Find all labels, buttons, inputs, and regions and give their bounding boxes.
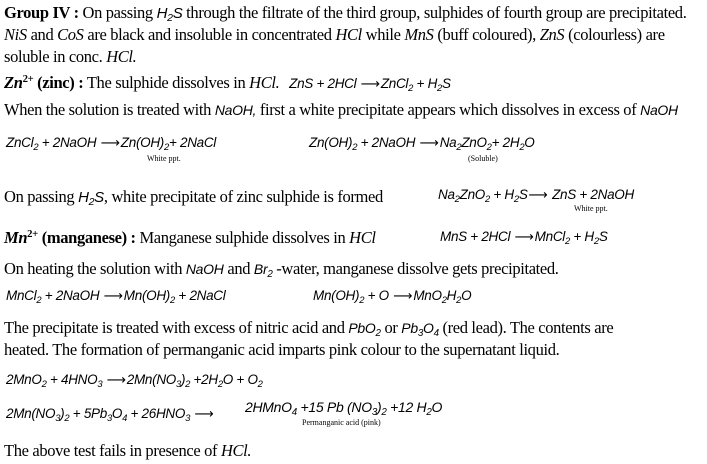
- formula-h2s: $H_2S$: [156, 5, 183, 24]
- zinc-h2s-line: On passing $H_2S$, white precipitate of zinc sulphide is formed: [4, 187, 383, 208]
- zinc-equation-3: $Zn(OH)_2$ + 2NaOH $⟶Na_2ZnO_2+ 2H_2O$: [309, 135, 535, 153]
- manganese-heading-line: $Mn^{2+}$ (manganese) : Manganese sulphide dissolves in HCl: [4, 228, 376, 247]
- zinc-heading: $Zn^{2+}$ (zinc) :: [4, 73, 84, 92]
- reaction-arrow-icon: ⟶: [106, 372, 126, 387]
- zinc-equation-1: ZnS + 2HCl ⟶ZnCl$_2$ + $H_2S$: [289, 76, 451, 94]
- manganese-precip-line-2: heated. The formation of permanganic acid imparts pink colour to the supernatant liquid.: [4, 340, 560, 359]
- reaction-arrow-icon: ⟶: [360, 76, 380, 91]
- reaction-arrow-icon: ⟶: [103, 288, 123, 303]
- zinc-naoh-line: When the solution is treated with NaOH, first a white precipitate appears which dissolves in excess of NaOH: [4, 100, 678, 119]
- manganese-precip-line-1: The precipitate is treated with excess of nitric acid and PbO$_2$ or $Pb_3O_4$ (red lead). The contents are: [4, 318, 614, 339]
- white-ppt-note: White ppt.: [147, 154, 181, 163]
- manganese-equation-2: MnCl$_2$ + 2NaOH $⟶Mn(OH)_2$ + 2NaCl: [6, 288, 226, 306]
- manganese-equation-1: MnS + 2HCl ⟶MnCl$_2$ + $H_2S$: [440, 229, 608, 247]
- permanganic-acid-note: Permanganic acid (pink): [302, 418, 381, 427]
- reaction-arrow-icon: ⟶: [393, 288, 413, 303]
- manganese-equation-5-rhs: 2HMnO$_4$ +15 Pb $(NO_3)_2 +12$ $H_2O$: [245, 399, 443, 418]
- group-iv-line-3: soluble in conc. HCl.: [4, 47, 137, 66]
- reaction-arrow-icon: ⟶: [194, 406, 214, 421]
- manganese-equation-3: $Mn(OH)_2 + O$ $⟶MnO_2H_2O$: [313, 288, 472, 306]
- reaction-arrow-icon: ⟶: [419, 135, 439, 150]
- manganese-equation-5-lhs: $2Mn(NO_3)_2 + 5Pb_3O_4 + 26HNO_3$ ⟶: [6, 406, 214, 424]
- zinc-heading-line: $Zn^{2+}$ (zinc) : The sulphide dissolves in HCl. ZnS + 2HCl ⟶ZnCl$_2$ + $H_2S$: [4, 73, 451, 94]
- manganese-equation-4: $2MnO_2 + 4HNO_3$ $⟶2Mn(NO_3)_2 +2H_2O + O_2$: [6, 372, 263, 390]
- reaction-arrow-icon: ⟶: [514, 229, 534, 244]
- reaction-arrow-icon: ⟶: [100, 135, 120, 150]
- zinc-equation-4: $Na_2ZnO_2$ + $H_2S⟶$ ZnS + 2NaOH: [438, 187, 634, 205]
- group-iv-line-2: NiS and CoS are black and insoluble in concentrated HCl while MnS (buff coloured), ZnS (colourless) are: [4, 25, 665, 44]
- manganese-heading: $Mn^{2+}$ (manganese) :: [4, 228, 136, 247]
- footer-line: The above test fails in presence of HCl.: [4, 441, 252, 460]
- manganese-heating-line: On heating the solution with NaOH and $Br_2$ -water, manganese dissolve gets precipitated.: [4, 259, 559, 280]
- reaction-arrow-icon: ⟶: [528, 187, 548, 202]
- group-iv-heading: Group IV :: [4, 3, 79, 22]
- zinc-equation-2: ZnCl$_2$ + 2NaOH $⟶Zn(OH)_2+$ 2NaCl: [6, 135, 217, 153]
- soluble-note: (Soluble): [468, 154, 498, 163]
- group-iv-line-1: Group IV : On passing $H_2S$ through the filtrate of the third group, sulphides of fourth group are precipitated.: [4, 3, 687, 24]
- white-ppt-note: White ppt.: [574, 204, 608, 213]
